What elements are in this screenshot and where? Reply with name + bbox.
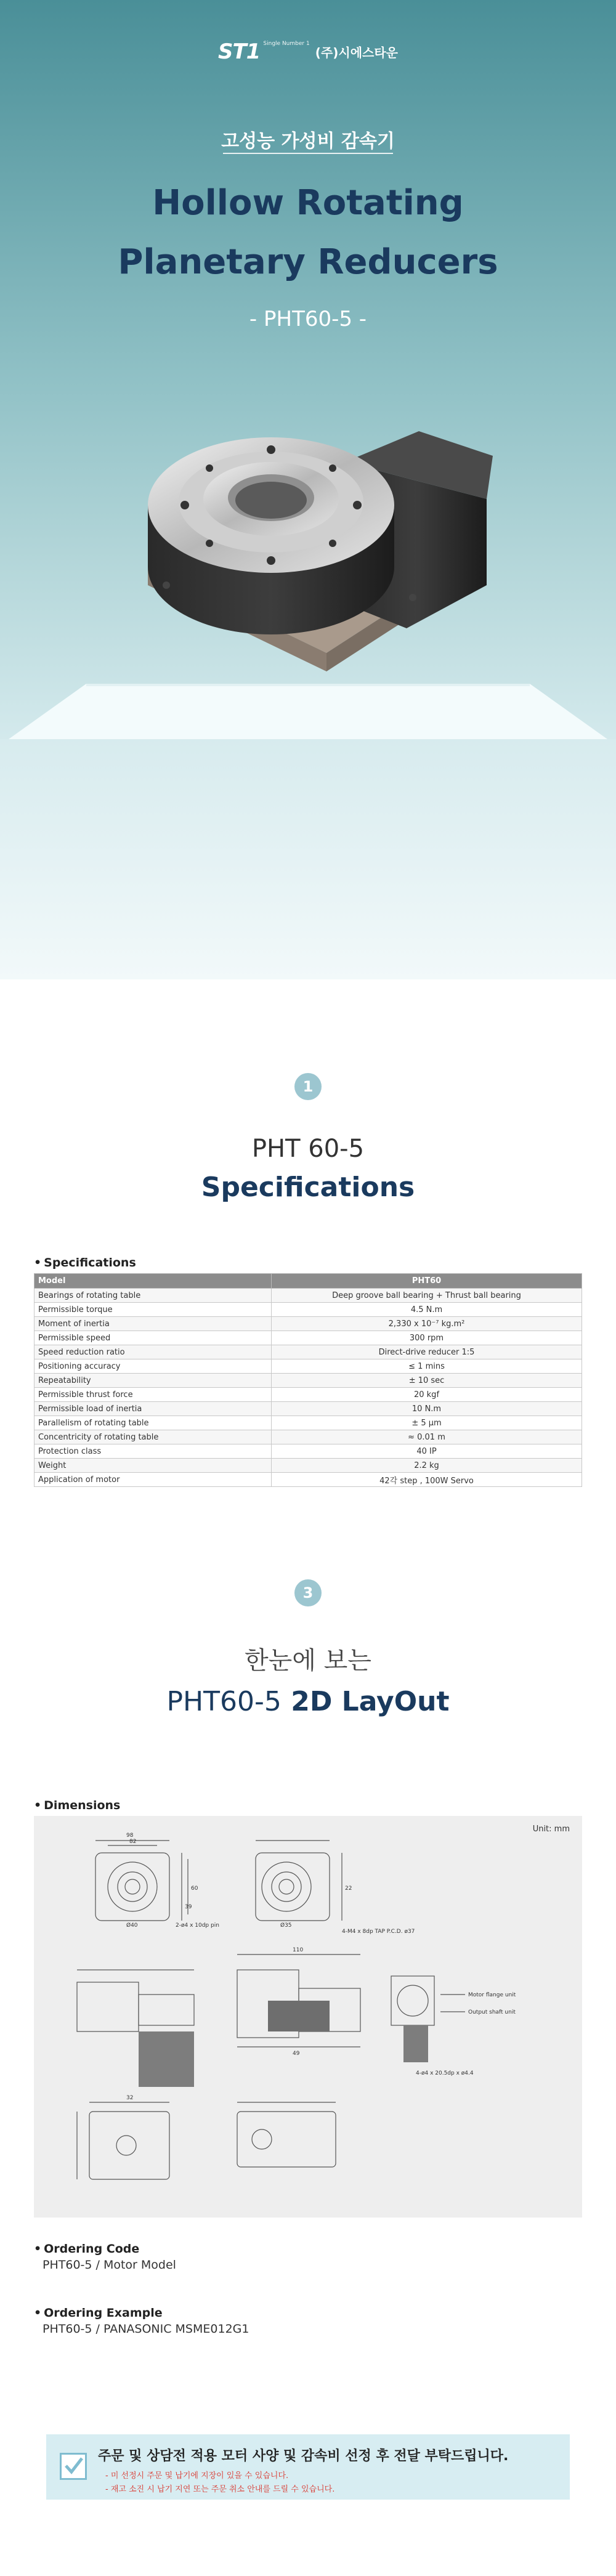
unit-label: Unit: mm — [532, 1825, 570, 1834]
hero-title — [0, 174, 616, 292]
table-row — [34, 1317, 582, 1331]
hero-subtitle: 고성능 가성비 감속기 — [221, 131, 395, 152]
table-row — [34, 1331, 582, 1345]
table-row — [34, 1303, 582, 1317]
spec-value: 4.5 N.m — [272, 1303, 582, 1317]
spec-value: ≈ 0.01 m — [272, 1430, 582, 1444]
dim-label: Ø40 — [126, 1922, 138, 1929]
dim-label: Ø35 — [280, 1922, 292, 1929]
table-row — [34, 1374, 582, 1388]
section-specifications-header — [0, 1073, 616, 1203]
spec-key: Repeatability — [34, 1374, 272, 1388]
notice-sub-text: - 재고 소진 시 납기 지연 또는 주문 취소 안내를 드릴 수 있습니다. — [105, 2485, 335, 2494]
logo-company-name: (주)시에스타운 — [315, 45, 398, 60]
table-row — [34, 1388, 582, 1402]
table-header-row — [34, 1274, 582, 1289]
spec-key: Protection class — [34, 1444, 272, 1459]
spec-value: ≤ 1 mins — [272, 1359, 582, 1374]
spec-value: 42각 step , 100W Servo — [272, 1473, 582, 1487]
spec-key: Permissible speed — [34, 1331, 272, 1345]
table-row — [34, 1289, 582, 1303]
dim-label: Output shaft unit — [468, 2009, 516, 2015]
dim-label: 110 — [293, 1947, 304, 1953]
table-row — [34, 1402, 582, 1416]
spec-key: Bearings of rotating table — [34, 1289, 272, 1303]
ordering-code-title: • Ordering Code — [34, 2242, 582, 2256]
specifications-table — [34, 1273, 582, 1487]
section-model: PHT 60-5 — [251, 1135, 365, 1163]
logo-tagline: Single Number 1 — [263, 41, 310, 47]
spec-value: 2,330 x 10⁻⁷ kg.m² — [272, 1317, 582, 1331]
ordering-example-value: PHT60-5 / PANASONIC MSME012G1 — [43, 2322, 249, 2336]
dim-label: 60 — [191, 1885, 198, 1892]
dim-label: 2-ø4 x 10dp pin — [176, 1922, 219, 1929]
logo-mark: ST1 — [217, 39, 261, 64]
notice-main-text: 주문 및 상담전 적용 모터 사양 및 감속비 선정 후 전달 부탁드립니다. — [98, 2448, 509, 2464]
table-row — [34, 1416, 582, 1430]
spec-value: ± 10 sec — [272, 1374, 582, 1388]
spec-key: Positioning accuracy — [34, 1359, 272, 1374]
dim-label: 22 — [345, 1885, 352, 1892]
dim-label: Motor flange unit — [468, 1992, 516, 1998]
section-layout-header — [0, 1579, 616, 1717]
specifications-table-body — [34, 1289, 582, 1487]
check-icon — [60, 2453, 87, 2480]
ordering-example-block — [34, 2306, 582, 2336]
table-header-model: Model — [34, 1274, 272, 1289]
dim-label: 98 — [126, 1833, 134, 1839]
spec-value: 300 rpm — [272, 1331, 582, 1345]
ordering-code-value: PHT60-5 / Motor Model — [43, 2258, 176, 2272]
dim-label: 32 — [126, 2095, 134, 2101]
dim-label: 49 — [293, 2051, 300, 2057]
hero-title-line1: Hollow Rotating — [152, 183, 464, 223]
specifications-title: • Specifications — [34, 1256, 582, 1270]
spec-value: 2.2 kg — [272, 1459, 582, 1473]
hero-section — [0, 0, 616, 979]
spec-value: 40 IP — [272, 1444, 582, 1459]
spec-value: Deep groove ball bearing + Thrust ball bearing — [272, 1289, 582, 1303]
section-heading-model: PHT60-5 — [166, 1686, 282, 1717]
dimensions-title: • Dimensions — [34, 1799, 582, 1812]
reducer-product-image — [142, 382, 499, 690]
spec-key: Parallelism of rotating table — [34, 1416, 272, 1430]
hero-divider — [223, 153, 393, 154]
company-logo — [0, 39, 616, 64]
order-notice — [46, 2434, 570, 2500]
notice-sub-text: - 미 선정시 주문 및 납기에 지장이 있을 수 있습니다. — [105, 2471, 289, 2481]
section-intro: 한눈에 보는 — [245, 1646, 371, 1675]
dim-label: 4-M4 x 8dp TAP P.C.D. ø37 — [342, 1929, 415, 1935]
spec-key: Application of motor — [34, 1473, 272, 1487]
dimensions-block — [34, 1799, 582, 1812]
dim-label: 82 — [129, 1839, 137, 1845]
spec-key: Permissible torque — [34, 1303, 272, 1317]
dimensions-drawing — [34, 1816, 582, 2218]
spec-key: Concentricity of rotating table — [34, 1430, 272, 1444]
table-header-value: PHT60 — [272, 1274, 582, 1289]
spec-key: Moment of inertia — [34, 1317, 272, 1331]
spec-key: Weight — [34, 1459, 272, 1473]
ordering-code-block — [34, 2242, 582, 2272]
table-row — [34, 1430, 582, 1444]
hero-title-line2: Planetary Reducers — [118, 242, 498, 282]
spec-key: Permissible thrust force — [34, 1388, 272, 1402]
spec-value: ± 5 μm — [272, 1416, 582, 1430]
spec-key: Permissible load of inertia — [34, 1402, 272, 1416]
table-row — [34, 1359, 582, 1374]
table-row — [34, 1345, 582, 1359]
dim-label: 4-ø4 x 20.5dp x ø4.4 — [416, 2070, 474, 2076]
spec-value: 10 N.m — [272, 1402, 582, 1416]
spec-key: Speed reduction ratio — [34, 1345, 272, 1359]
table-row — [34, 1473, 582, 1487]
section-heading: Specifications — [201, 1172, 415, 1203]
section-heading — [0, 1686, 616, 1717]
section-number-badge: 3 — [294, 1579, 322, 1606]
ordering-example-title: • Ordering Example — [34, 2306, 582, 2320]
section-number-badge: 1 — [294, 1073, 322, 1100]
specifications-block — [34, 1256, 582, 1487]
hero-model: - PHT60-5 - — [249, 307, 367, 331]
table-row — [34, 1459, 582, 1473]
section-heading-title: 2D LayOut — [291, 1686, 450, 1717]
pedestal-side — [0, 739, 616, 979]
dim-label: 39 — [185, 1904, 192, 1910]
table-row — [34, 1444, 582, 1459]
technical-drawing — [34, 1816, 582, 2218]
spec-value: Direct-drive reducer 1:5 — [272, 1345, 582, 1359]
spec-value: 20 kgf — [272, 1388, 582, 1402]
